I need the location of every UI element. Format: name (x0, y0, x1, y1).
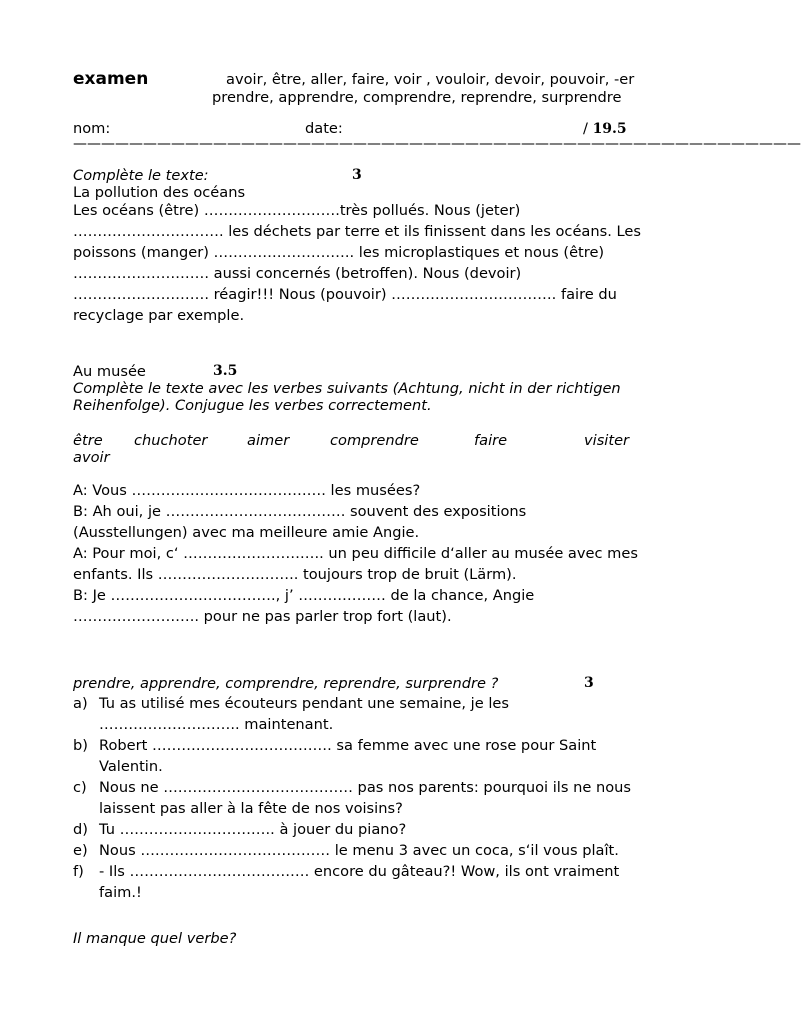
score-slash: / (583, 120, 588, 137)
item-text: ……………………….. maintenant. (99, 716, 334, 733)
section1-subtitle: La pollution des océans (73, 184, 246, 201)
score-total: 19.5 (592, 121, 627, 137)
item-text: - Ils ………………………………. encore du gâteau?! Wow, ils ont vraiment (99, 863, 620, 880)
verb-bank-verb: chuchoter (134, 432, 208, 449)
verb-bank-verb: faire (474, 432, 508, 449)
exam-title: examen (73, 69, 149, 89)
item-label: d) (73, 821, 88, 838)
section3-points: 3 (584, 675, 594, 691)
list-item (73, 735, 688, 777)
dialogue-line: A: Pour moi, c‘ ……………………….. un peu difficile d‘aller au musée avec mes (73, 545, 638, 562)
list-item (73, 840, 688, 861)
section3-question: Il manque quel verbe? (73, 930, 237, 947)
dialogue-line: B: Je ……………………………., j’ ……………… de la chance, Angie (73, 587, 535, 604)
item-label: b) (73, 737, 88, 754)
section2-instruction-line-1: Complète le texte avec les verbes suivants (Achtung, nicht in der richtigen (73, 380, 621, 397)
section1-instruction: Complète le texte: (73, 167, 209, 184)
item-label: f) (73, 863, 84, 880)
list-item (73, 819, 688, 840)
dialogue-line: A: Vous …………………………………. les musées? (73, 482, 421, 499)
item-text: Tu ………………………….. à jouer du piano? (99, 821, 407, 838)
date-label: date: (305, 120, 343, 137)
text-line: ………………………. aussi concernés (betroffen). Nous (devoir) (73, 265, 522, 282)
section2-points: 3.5 (213, 363, 238, 379)
list-item (73, 861, 688, 903)
list-item (73, 693, 688, 735)
list-item (73, 777, 688, 819)
text-line: recyclage par exemple. (73, 307, 245, 324)
verb-bank-verb: comprendre (330, 432, 419, 449)
score-field (583, 120, 627, 137)
verb-bank-verb: aimer (247, 432, 290, 449)
item-text: Nous ………………………………… le menu 3 avec un coca, s‘il vous plaît. (99, 842, 619, 859)
dialogue-line: B: Ah oui, je ………………………………. souvent des expositions (73, 503, 527, 520)
dialogue-line: enfants. Ils ……………………….. toujours trop de bruit (Lärm). (73, 566, 517, 583)
section1-points: 3 (352, 167, 362, 183)
text-line: …………………………. les déchets par terre et ils finissent dans les océans. Les (73, 223, 641, 240)
text-line: poissons (manger) ……………………….. les microplastiques et nous (être) (73, 244, 605, 261)
item-text: Nous ne ………………………………… pas nos parents: pourquoi ils ne nous (99, 779, 631, 796)
item-text: Valentin. (99, 758, 163, 775)
item-text: laissent pas aller à la fête de nos voisins? (99, 800, 403, 817)
verb-list-line-1: avoir, être, aller, faire, voir , vouloir, devoir, pouvoir, -er (226, 71, 635, 88)
item-label: c) (73, 779, 87, 796)
verb-bank-verb: être (73, 432, 103, 449)
item-text: faim.! (99, 884, 142, 901)
exercise-list (73, 693, 688, 903)
text-line: ………………………. réagir!!! Nous (pouvoir) ……………………………. faire du (73, 286, 617, 303)
section1-text (73, 200, 688, 326)
section2-title: Au musée (73, 363, 146, 380)
item-text: Tu as utilisé mes écouteurs pendant une semaine, je les (99, 695, 509, 712)
item-text: Robert ………………………………. sa femme avec une rose pour Saint (99, 737, 597, 754)
dialogue-line: (Ausstellungen) avec ma meilleure amie Angie. (73, 524, 420, 541)
verb-list-line-2: prendre, apprendre, comprendre, reprendre, surprendre (212, 89, 622, 106)
section3-instruction: prendre, apprendre, comprendre, reprendre, surprendre ? (73, 675, 499, 692)
text-line: Les océans (être) ……………………….très pollués. Nous (jeter) (73, 202, 521, 219)
name-label: nom: (73, 120, 111, 137)
header-rule: ———————————————————————————————————————————————————— (73, 136, 801, 152)
dialogue-line: …………………….. pour ne pas parler trop fort (laut). (73, 608, 452, 625)
item-label: e) (73, 842, 88, 859)
section2-dialogue (73, 480, 688, 627)
verb-bank-verb: avoir (73, 449, 110, 466)
verb-bank-verb: visiter (584, 432, 630, 449)
item-label: a) (73, 695, 88, 712)
section2-instruction-line-2: Reihenfolge). Conjugue les verbes correctement. (73, 397, 432, 414)
